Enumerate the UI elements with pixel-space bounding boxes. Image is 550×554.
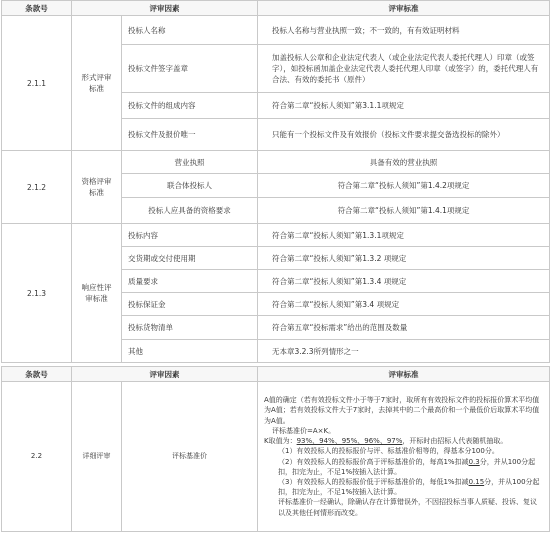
standard-cell: 具备有效的营业执照 xyxy=(258,151,550,174)
standard-paragraph: 评标基准价=A×K。 xyxy=(272,426,336,435)
standard-cell: 投标人名称与营业执照一致；不一致的，有有效证明材料 xyxy=(258,16,550,45)
factor-cell: 其他 xyxy=(122,340,258,363)
factor-cell: 投标人应具备的资格要求 xyxy=(122,198,258,224)
factor-cell: 营业执照 xyxy=(122,151,258,174)
header-clause: 条款号 xyxy=(2,1,72,16)
review-table-form-qualification-response xyxy=(1,0,550,363)
standard-cell: 加盖投标人公章和企业法定代表人（或企业法定代表人委托代理人）印章（或签字），如投标函加盖企业法定代表人委托代理人印章（或签字）的，委托代理人有合法、有效的委托书（原件） xyxy=(258,45,550,93)
clause-2-1-3: 2.1.3 xyxy=(2,224,72,363)
standard-paragraph: （3）有效投标人的投标报价低于评标基准价的，每低1%扣减0.15分，并从100分起扣，扣完为止，不足1%按插入法计算。 xyxy=(278,477,540,497)
factor-cell: 交货期或交付使用期 xyxy=(122,247,258,270)
standard-cell: 符合第二章“投标人须知”第1.3.4 项规定 xyxy=(258,270,550,293)
header-standard: 评审标准 xyxy=(258,1,550,16)
standard-cell: 符合第五章“投标需求”给出的范围及数量 xyxy=(258,316,550,340)
category-form-review: 形式评审标准 xyxy=(72,16,122,151)
standard-cell: 符合第二章“投标人须知”第1.3.1项规定 xyxy=(258,224,550,247)
header-factor: 评审因素 xyxy=(72,1,258,16)
standard-cell: 符合第二章“投标人须知”第3.4 项规定 xyxy=(258,293,550,316)
standard-cell: 符合第二章“投标人须知”第1.4.2项规定 xyxy=(258,174,550,198)
standard-paragraph: 评标基准价一经确认，除确认存在计算错误外，不因招投标当事人质疑、投诉、复议以及其他任何情形而改变。 xyxy=(278,498,537,517)
factor-cell: 联合体投标人 xyxy=(122,174,258,198)
header-standard: 评审标准 xyxy=(258,367,550,382)
factor-cell: 投标文件签字盖章 xyxy=(122,45,258,93)
review-table-detailed xyxy=(1,366,550,532)
standard-cell: 符合第二章“投标人须知”第1.3.2 项规定 xyxy=(258,247,550,270)
clause-2-1-1: 2.1.1 xyxy=(2,16,72,151)
header-clause: 条款号 xyxy=(2,367,72,382)
category-response-review: 响应性评审标准 xyxy=(72,224,122,363)
category-detailed-review: 详细评审 xyxy=(72,382,122,532)
factor-cell: 投标人名称 xyxy=(122,16,258,45)
factor-cell: 投标保证金 xyxy=(122,293,258,316)
standard-cell: 无本章3.2.3所列情形之一 xyxy=(258,340,550,363)
factor-cell: 质量要求 xyxy=(122,270,258,293)
header-factor: 评审因素 xyxy=(72,367,258,382)
clause-2-2: 2.2 xyxy=(2,382,72,532)
standard-cell: 只能有一个投标文件及有效报价（投标文件要求提交备选投标的除外） xyxy=(258,119,550,151)
benchmark-price-standard xyxy=(258,382,550,532)
clause-2-1-2: 2.1.2 xyxy=(2,151,72,224)
standard-paragraph: K取值为：93%、94%、95%、96%、97%，开标时由招标人代表随机抽取。 xyxy=(264,437,508,446)
factor-cell: 投标文件的组成内容 xyxy=(122,93,258,119)
standard-cell: 符合第二章“投标人须知”第3.1.1项规定 xyxy=(258,93,550,119)
category-qualification-review: 资格评审标准 xyxy=(72,151,122,224)
standard-paragraph: （1）有效投标人的投标报价与评、标基准价相等的，得基本分100分。 xyxy=(278,447,499,456)
standard-paragraph: （2）有效投标人的投标报价高于评标基准价的，每高1%扣减0.3分，并从100分起扣，扣完为止，不足1%按插入法计算。 xyxy=(278,457,536,476)
factor-benchmark-price: 评标基准价 xyxy=(122,382,258,532)
factor-cell: 投标货物清单 xyxy=(122,316,258,340)
standard-paragraph: A值的确定（若有效投标文件小于等于7家时，取所有有效投标文件的投标报价算术平均值为A值；若有效投标文件大于7家时，去掉其中的二个最高价和一个最低价后取算术平均值为A值。 xyxy=(264,396,540,425)
standard-cell: 符合第二章“投标人须知”第1.4.1项规定 xyxy=(258,198,550,224)
factor-cell: 投标内容 xyxy=(122,224,258,247)
factor-cell: 投标文件及报价唯一 xyxy=(122,119,258,151)
